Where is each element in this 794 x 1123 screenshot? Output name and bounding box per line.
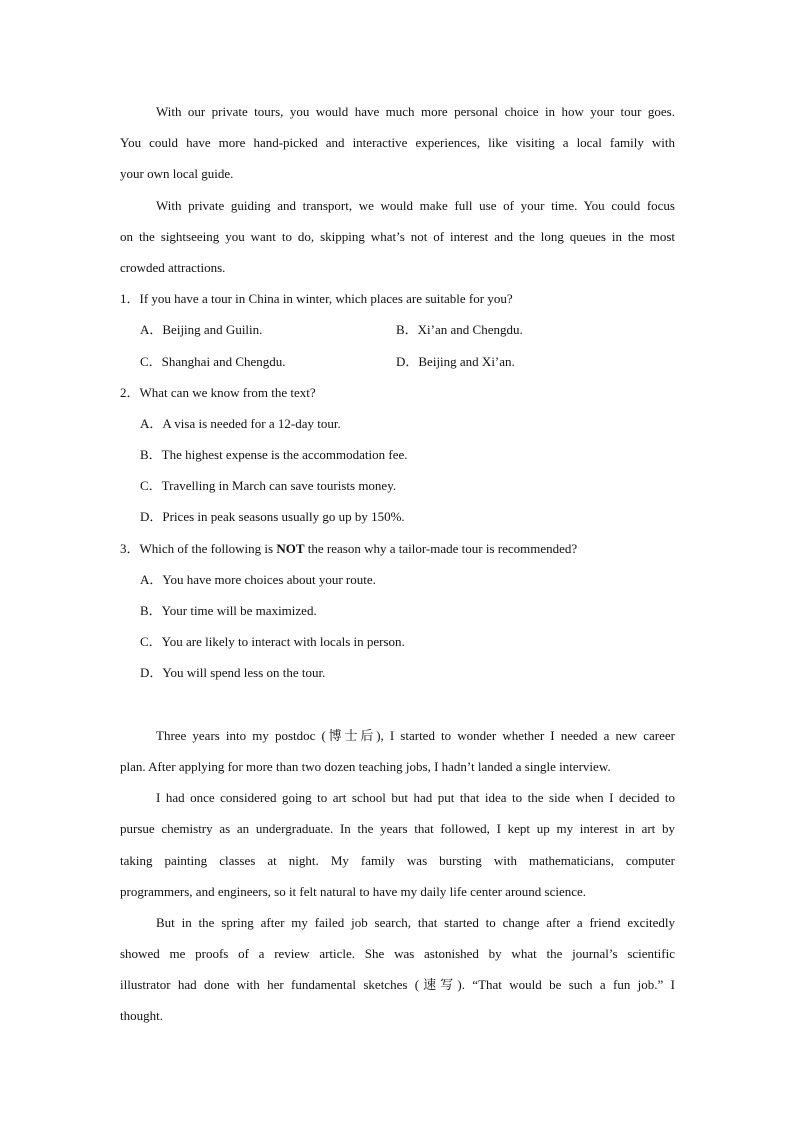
- text-line: plan. After applying for more than two dozen teaching jobs, I hadn’t landed a single interview.: [120, 758, 611, 774]
- passage-1-paragraph-1: [120, 96, 675, 190]
- question-stem-emphasis: NOT: [276, 540, 305, 556]
- question-stem-prefix: 3．Which of the following is: [120, 540, 277, 556]
- question-stem: 2．What can we know from the text?: [120, 384, 316, 400]
- text-line: pursue chemistry as an undergraduate. In the years that followed, I kept up my interest in art by: [120, 821, 675, 837]
- text-line: crowded attractions.: [120, 259, 226, 275]
- option-c: C．Shanghai and Chengdu.: [140, 353, 286, 369]
- question-stem-suffix: the reason why a tailor-made tour is recommended?: [304, 540, 578, 556]
- question-1: [120, 283, 675, 377]
- passage-1-paragraph-2: [120, 190, 675, 284]
- question-stem: 1．If you have a tour in China in winter, which places are suitable for you?: [120, 291, 513, 307]
- text-line: But in the spring after my failed job search, that started to change after a friend excitedly: [156, 914, 675, 930]
- text-line: With our private tours, you would have much more personal choice in how your tour goes.: [156, 104, 675, 119]
- option-row: [120, 346, 675, 377]
- text-line: taking painting classes at night. My family was bursting with mathematicians, computer: [120, 852, 675, 868]
- text-line: your own local guide.: [120, 166, 234, 182]
- option-b: B．Your time will be maximized.: [140, 603, 317, 618]
- option-d: D．Beijing and Xi’an.: [396, 353, 515, 369]
- text-line: on the sightseeing you want to do, skipping what’s not of interest and the long queues in the most: [120, 228, 675, 244]
- option-a: A．A visa is needed for a 12-day tour.: [140, 415, 341, 431]
- text-line: Three years into my postdoc (博士后), I started to wonder whether I needed a new career: [156, 727, 675, 743]
- passage-2-paragraph-1: [120, 720, 675, 782]
- text-line: illustrator had done with her fundamental sketches (速写). “That would be such a fun job.” I: [120, 977, 675, 993]
- passage-2-paragraph-2: [120, 782, 675, 907]
- question-3: [120, 533, 675, 689]
- text-line: programmers, and engineers, so it felt natural to have my daily life center around science.: [120, 883, 587, 899]
- option-c: C．You are likely to interact with locals in person.: [140, 634, 405, 650]
- option-c: C．Travelling in March can save tourists money.: [140, 478, 397, 494]
- option-a: A．Beijing and Guilin.: [140, 322, 263, 338]
- option-row: [120, 314, 675, 345]
- option-b: B．Xi’an and Chengdu.: [396, 322, 523, 338]
- text-line: You could have more hand-picked and interactive experiences, like visiting a local family with: [120, 135, 675, 151]
- question-2: [120, 377, 675, 533]
- option-b: B．The highest expense is the accommodation fee.: [140, 447, 408, 463]
- text-line: I had once considered going to art school but had put that idea to the side when I decided to: [156, 790, 675, 806]
- option-d: D．You will spend less on the tour.: [140, 665, 326, 681]
- document-page: [120, 96, 675, 1032]
- section-spacer: [120, 689, 675, 720]
- passage-2-paragraph-3: [120, 907, 675, 1032]
- option-a: A．You have more choices about your route.: [140, 571, 376, 587]
- text-line: With private guiding and transport, we would make full use of your time. You could focus: [156, 197, 675, 213]
- text-line: showed me proofs of a review article. She was astonished by what the journal’s scientific: [120, 946, 675, 962]
- question-stem: [120, 533, 675, 564]
- text-line: thought.: [120, 1008, 163, 1024]
- option-d: D．Prices in peak seasons usually go up by 150%.: [140, 509, 405, 525]
